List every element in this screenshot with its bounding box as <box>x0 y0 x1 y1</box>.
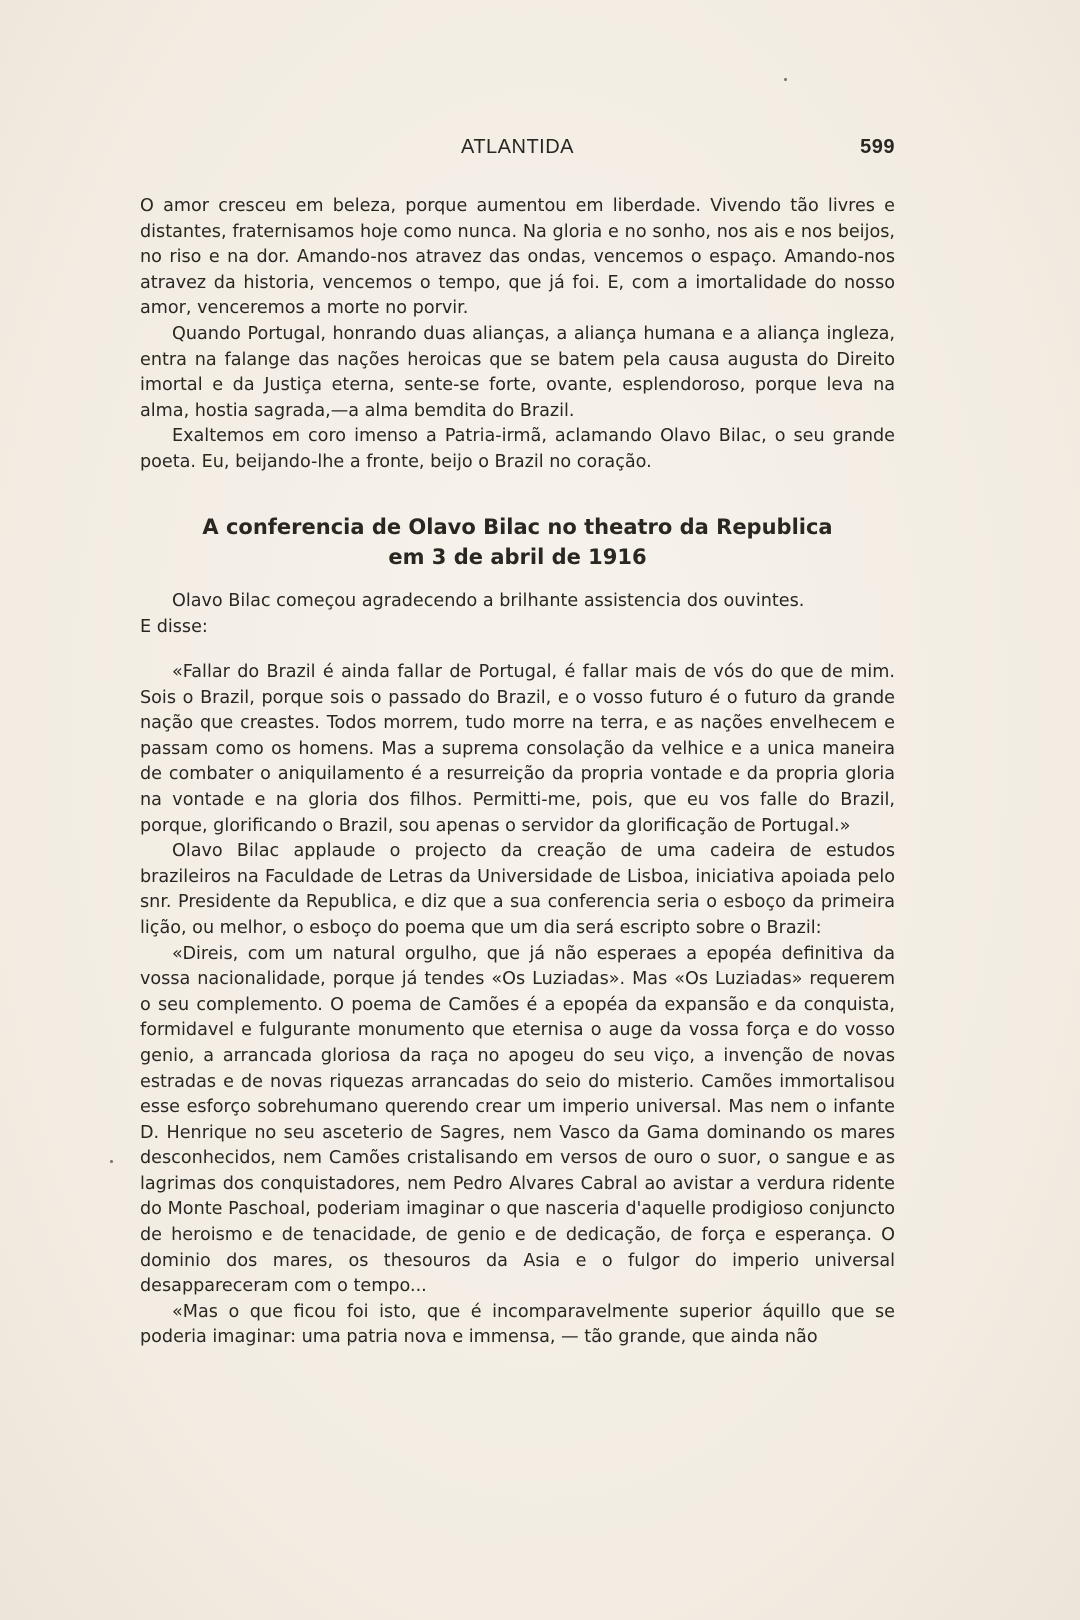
paragraph: Quando Portugal, honrando duas alianças, a aliança humana e a aliança ingleza, entra na falange das nações heroicas que se batem pela causa augusta do Direito imortal e da Justiça eterna, sente-se forte, ovante, esplendoroso, porque leva na alma, hostia sagrada,—a alma bemdita do Brazil. <box>140 323 895 421</box>
paragraph: O amor cresceu em beleza, porque aumentou em liberdade. Vivendo tão livres e distantes, fraternisamos hoje como nunca. Na gloria e no sonho, nos ais e nos beijos, no riso e na dor. Amando-nos atravez das ondas, vencemos o espaço. Amando-nos atravez da historia, vencemos o tempo, que já foi. E, com a imortalidade do nosso amor, venceremos a morte no porvir. <box>140 196 895 319</box>
paragraph: «Fallar do Brazil é ainda fallar de Portugal, é fallar mais de vós do que de mim. Sois o Brazil, porque sois o passado do Brazil, e o vosso futuro é o futuro da grande nação que creastes. Todos morrem, tudo morre na terra, e as nações envelhecem e passam como os homens. Mas a suprema consolação da velhice e a unica maneira de combater o aniquilamento é a resurreição da propria vontade e da propria gloria na vontade e na gloria dos filhos. Permitti-me, pois, que eu vos falle do Brazil, porque, glorificando o Brazil, sou apenas o servidor da glorificação de Portugal.» <box>140 662 895 836</box>
running-header <box>140 136 895 166</box>
heading-line: em 3 de abril de 1916 <box>388 545 647 569</box>
paragraph: «Direis, com um natural orgulho, que já não esperaes a epopéa definitiva da vossa nacionalidade, porque já tendes «Os Luziadas». Mas «Os Luziadas» requerem o seu complemento. O poema de Camões é a epopéa da expansão e da conquista, formidavel e fulgurante monumento que eternisa o auge da vossa força e do vosso genio, a arrancada gloriosa da raça no apogeu do seu viço, a invenção de novas estradas e de novas riquezas arrancadas do seio do misterio. Camões immortalisou esse esforço sobrehumano querendo crear um imperio universal. Mas nem o infante D. Henrique no seu asceterio de Sagres, nem Vasco da Gama dominando os mares desconhecidos, nem Camões cristalisando em versos de ouro o suor, o sangue e as lagrimas dos conquistadores, nem Pedro Alvares Cabral ao avistar a verdura ridente do Monte Paschoal, poderiam imaginar o que nasceria d'aquelle prodigioso conjuncto de heroismo e de tenacidade, de genio e de dedicação, de força e esperança. O dominio dos mares, os thesouros da Asia e o fulgor do imperio universal desappareceram com o tempo... <box>140 943 895 1297</box>
paper-speck <box>110 1160 113 1163</box>
paragraph: «Mas o que ficou foi isto, que é incomparavelmente superior áquillo que se poderia imaginar: uma patria nova e immensa, — tão grande, que ainda não <box>140 1301 895 1348</box>
intro-text <box>140 194 895 476</box>
paragraph: Exaltemos em coro imenso a Patria-irmã, aclamando Olavo Bilac, o seu grande poeta. Eu, beijando-lhe a fronte, beijo o Brazil no coração. <box>140 426 895 472</box>
section-opening <box>140 589 895 640</box>
page-number: 599 <box>860 136 895 158</box>
section-heading <box>140 512 895 572</box>
opening-line: E disse: <box>140 616 208 637</box>
opening-line: Olavo Bilac começou agradecendo a brilhante assistencia dos ouvintes. <box>172 591 805 611</box>
paper-speck <box>784 78 787 81</box>
running-title: ATLANTIDA <box>460 136 575 158</box>
speech-text <box>140 660 895 1351</box>
paragraph: Olavo Bilac applaude o projecto da creação de uma cadeira de estudos brazileiros na Faculdade de Letras da Universidade de Lisboa, iniciativa apoiada pelo snr. Presidente da Republica, e diz que a sua conferencia seria o esboço da primeira lição, ou melhor, o esboço do poema que um dia será escripto sobre o Brazil: <box>140 841 895 938</box>
heading-line: A conferencia de Olavo Bilac no theatro da Republica <box>202 515 833 539</box>
